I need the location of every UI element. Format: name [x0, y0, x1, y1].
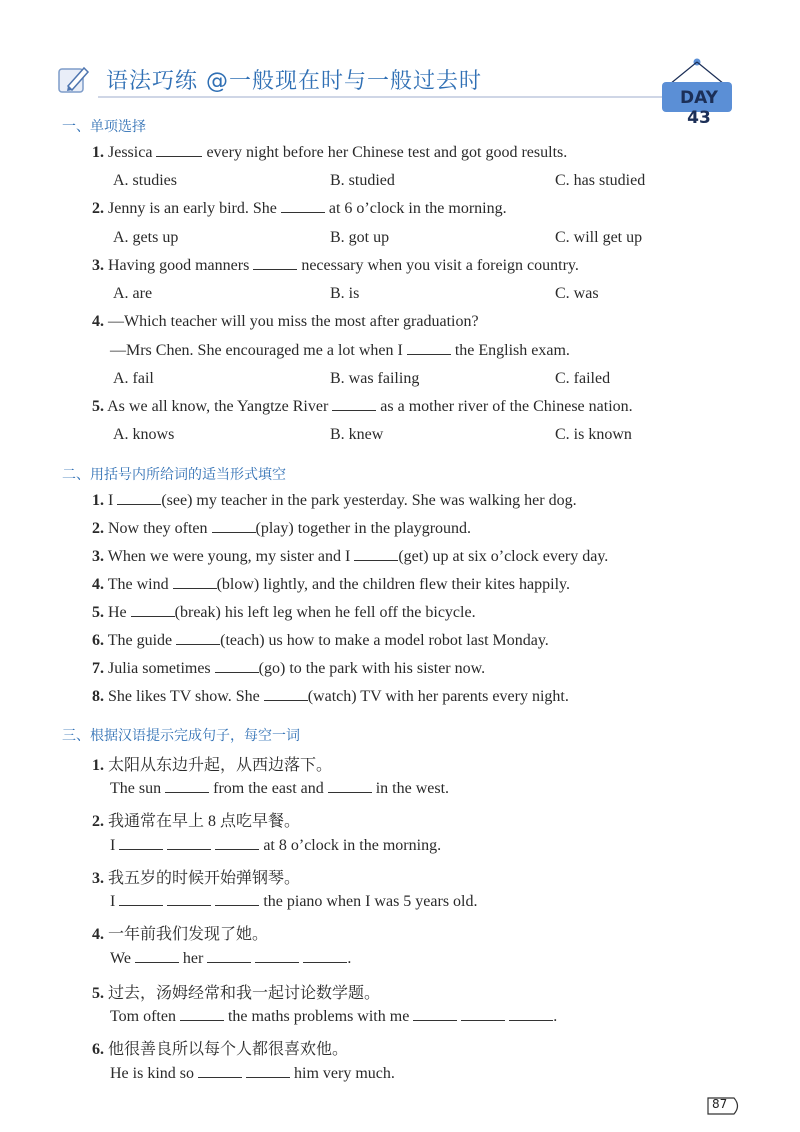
answer-blank[interactable]	[156, 144, 202, 157]
option-a[interactable]: A. knows	[113, 426, 175, 443]
answer-blank[interactable]	[135, 950, 179, 963]
question-text: When we were young, my sister and I	[107, 548, 351, 565]
question-text: —Which teacher will you miss the most after graduation?	[108, 313, 479, 330]
question-text: Jessica	[108, 144, 153, 161]
option-c[interactable]: C. is known	[555, 426, 632, 443]
page-title: 语法巧练 @一般现在时与一般过去时	[106, 69, 482, 94]
option-b[interactable]: B. knew	[330, 426, 384, 443]
answer-blank[interactable]	[332, 398, 376, 411]
question-number: 7.	[92, 660, 104, 677]
pencil-note-icon	[58, 64, 90, 94]
sentence-text: Tom often	[110, 1008, 176, 1025]
answer-blank[interactable]	[255, 950, 299, 963]
question-number: 6.	[92, 1041, 104, 1058]
s2-question-6	[92, 632, 549, 650]
answer-blank[interactable]	[167, 837, 211, 850]
answer-blank[interactable]	[167, 893, 211, 906]
answer-blank[interactable]	[119, 893, 163, 906]
answer-blank[interactable]	[354, 548, 398, 561]
sentence-text: I	[110, 893, 116, 910]
question-number: 4.	[92, 313, 104, 330]
option-a[interactable]: A. studies	[113, 172, 177, 189]
question-text: necessary when you visit a foreign country.	[301, 257, 579, 274]
answer-blank[interactable]	[215, 893, 259, 906]
question-text: Now they often	[108, 520, 208, 537]
option-c[interactable]: C. has studied	[555, 172, 646, 189]
question-number: 3.	[92, 870, 104, 887]
question-number: 6.	[92, 632, 104, 649]
s2-question-2	[92, 520, 471, 538]
answer-blank[interactable]	[215, 660, 259, 673]
question-text: The wind	[107, 576, 169, 593]
answer-blank[interactable]	[509, 1008, 553, 1021]
chinese-prompt: 我通常在早上 8 点吃早餐。	[108, 813, 301, 830]
sentence-text: .	[347, 950, 352, 967]
question-text: She likes TV show. She	[108, 688, 260, 705]
answer-blank[interactable]	[212, 520, 256, 533]
question-number: 4.	[92, 576, 104, 593]
question-number: 3.	[92, 257, 104, 274]
day-label: DAY 43	[680, 88, 718, 128]
sentence-text: the maths problems with me	[227, 1008, 410, 1025]
question-text: I	[108, 492, 114, 509]
question-number: 8.	[92, 688, 104, 705]
sentence-text: He is kind so	[110, 1065, 194, 1082]
question-number: 1.	[92, 144, 104, 161]
option-b[interactable]: B. was failing	[330, 370, 420, 387]
option-c[interactable]: C. was	[555, 285, 599, 302]
answer-blank[interactable]	[198, 1065, 242, 1078]
option-c[interactable]: C. failed	[555, 370, 611, 387]
answer-blank[interactable]	[207, 950, 251, 963]
question-text: (go) to the park with his sister now.	[258, 660, 486, 677]
section-3-title: 三、根据汉语提示完成句子，每空一词	[62, 728, 300, 744]
answer-blank[interactable]	[303, 950, 347, 963]
answer-blank[interactable]	[117, 492, 161, 505]
question-number: 5.	[92, 604, 104, 621]
question-text: As we all know, the Yangtze River	[107, 398, 329, 415]
answer-blank[interactable]	[407, 342, 451, 355]
sentence-text: in the west.	[375, 780, 450, 797]
answer-blank[interactable]	[180, 1008, 224, 1021]
chinese-prompt: 他很善良所以每个人都很喜欢他。	[108, 1041, 349, 1058]
question-text: The guide	[107, 632, 173, 649]
sentence-text: .	[553, 1008, 558, 1025]
chinese-prompt: 我五岁的时候开始弹钢琴。	[108, 870, 301, 887]
answer-blank[interactable]	[253, 257, 297, 270]
answer-blank[interactable]	[328, 780, 372, 793]
question-text: every night before her Chinese test and got good results.	[206, 144, 568, 161]
answer-blank[interactable]	[264, 688, 308, 701]
option-c[interactable]: C. will get up	[555, 229, 643, 246]
question-number: 3.	[92, 548, 104, 565]
question-text: Jenny is an early bird. She	[108, 200, 277, 217]
question-text: (teach) us how to make a model robot last Monday.	[220, 632, 549, 649]
sentence-text: from the east and	[213, 780, 324, 797]
sentence-text: her	[182, 950, 204, 967]
answer-blank[interactable]	[215, 837, 259, 850]
answer-blank[interactable]	[176, 632, 220, 645]
option-b[interactable]: B. studied	[330, 172, 395, 189]
sentence-text: at 8 o’clock in the morning.	[263, 837, 442, 854]
question-text: (see) my teacher in the park yesterday. She was walking her dog.	[161, 492, 577, 509]
sentence-text: I	[110, 837, 116, 854]
question-number: 1.	[92, 492, 104, 509]
option-a[interactable]: A. are	[113, 285, 153, 302]
question-number: 5.	[92, 985, 104, 1002]
question-number: 5.	[92, 398, 104, 415]
question-text: Julia sometimes	[108, 660, 211, 677]
option-b[interactable]: B. got up	[330, 229, 390, 246]
chinese-prompt: 太阳从东边升起，从西边落下。	[108, 757, 333, 774]
s2-question-7	[92, 660, 485, 678]
question-number: 2.	[92, 200, 104, 217]
s2-question-1	[92, 492, 577, 510]
question-number: 2.	[92, 520, 104, 537]
answer-blank[interactable]	[246, 1065, 290, 1078]
question-text: He	[108, 604, 127, 621]
question-text: (play) together in the playground.	[255, 520, 472, 537]
answer-blank[interactable]	[119, 837, 163, 850]
question-text: (get) up at six o’clock every day.	[398, 548, 609, 565]
title-underline	[98, 96, 678, 98]
option-a[interactable]: A. gets up	[113, 229, 179, 246]
question-text: (blow) lightly, and the children flew their kites happily.	[216, 576, 570, 593]
page-number: 87	[712, 1097, 728, 1111]
sentence-text: him very much.	[294, 1065, 395, 1082]
sentence-text: the piano when I was 5 years old.	[263, 893, 478, 910]
question-number: 4.	[92, 926, 104, 943]
answer-blank[interactable]	[131, 604, 175, 617]
answer-blank[interactable]	[461, 1008, 505, 1021]
s2-question-3	[92, 548, 608, 566]
question-text: (watch) TV with her parents every night.	[307, 688, 569, 705]
question-text: at 6 o’clock in the morning.	[328, 200, 507, 217]
question-number: 1.	[92, 757, 104, 774]
question-text: Having good manners	[108, 257, 250, 274]
sentence-text: The sun	[110, 780, 162, 797]
chinese-prompt: 过去，汤姆经常和我一起讨论数学题。	[108, 985, 381, 1002]
s2-question-4	[92, 576, 570, 594]
answer-blank[interactable]	[173, 576, 217, 589]
s2-question-8	[92, 688, 569, 706]
sentence-text: We	[110, 950, 131, 967]
question-number: 2.	[92, 813, 104, 830]
question-text: (break) his left leg when he fell off the bicycle.	[174, 604, 476, 621]
answer-blank[interactable]	[413, 1008, 457, 1021]
question-text: —Mrs Chen. She encouraged me a lot when I	[110, 342, 403, 359]
section-2-title: 二、用括号内所给词的适当形式填空	[62, 467, 286, 483]
section-1-title: 一、单项选择	[62, 119, 146, 135]
s2-question-5	[92, 604, 476, 622]
answer-blank[interactable]	[281, 200, 325, 213]
answer-blank[interactable]	[165, 780, 209, 793]
question-text: as a mother river of the Chinese nation.	[380, 398, 633, 415]
chinese-prompt: 一年前我们发现了她。	[108, 926, 269, 943]
option-b[interactable]: B. is	[330, 285, 360, 302]
question-text: the English exam.	[454, 342, 570, 359]
option-a[interactable]: A. fail	[113, 370, 154, 387]
